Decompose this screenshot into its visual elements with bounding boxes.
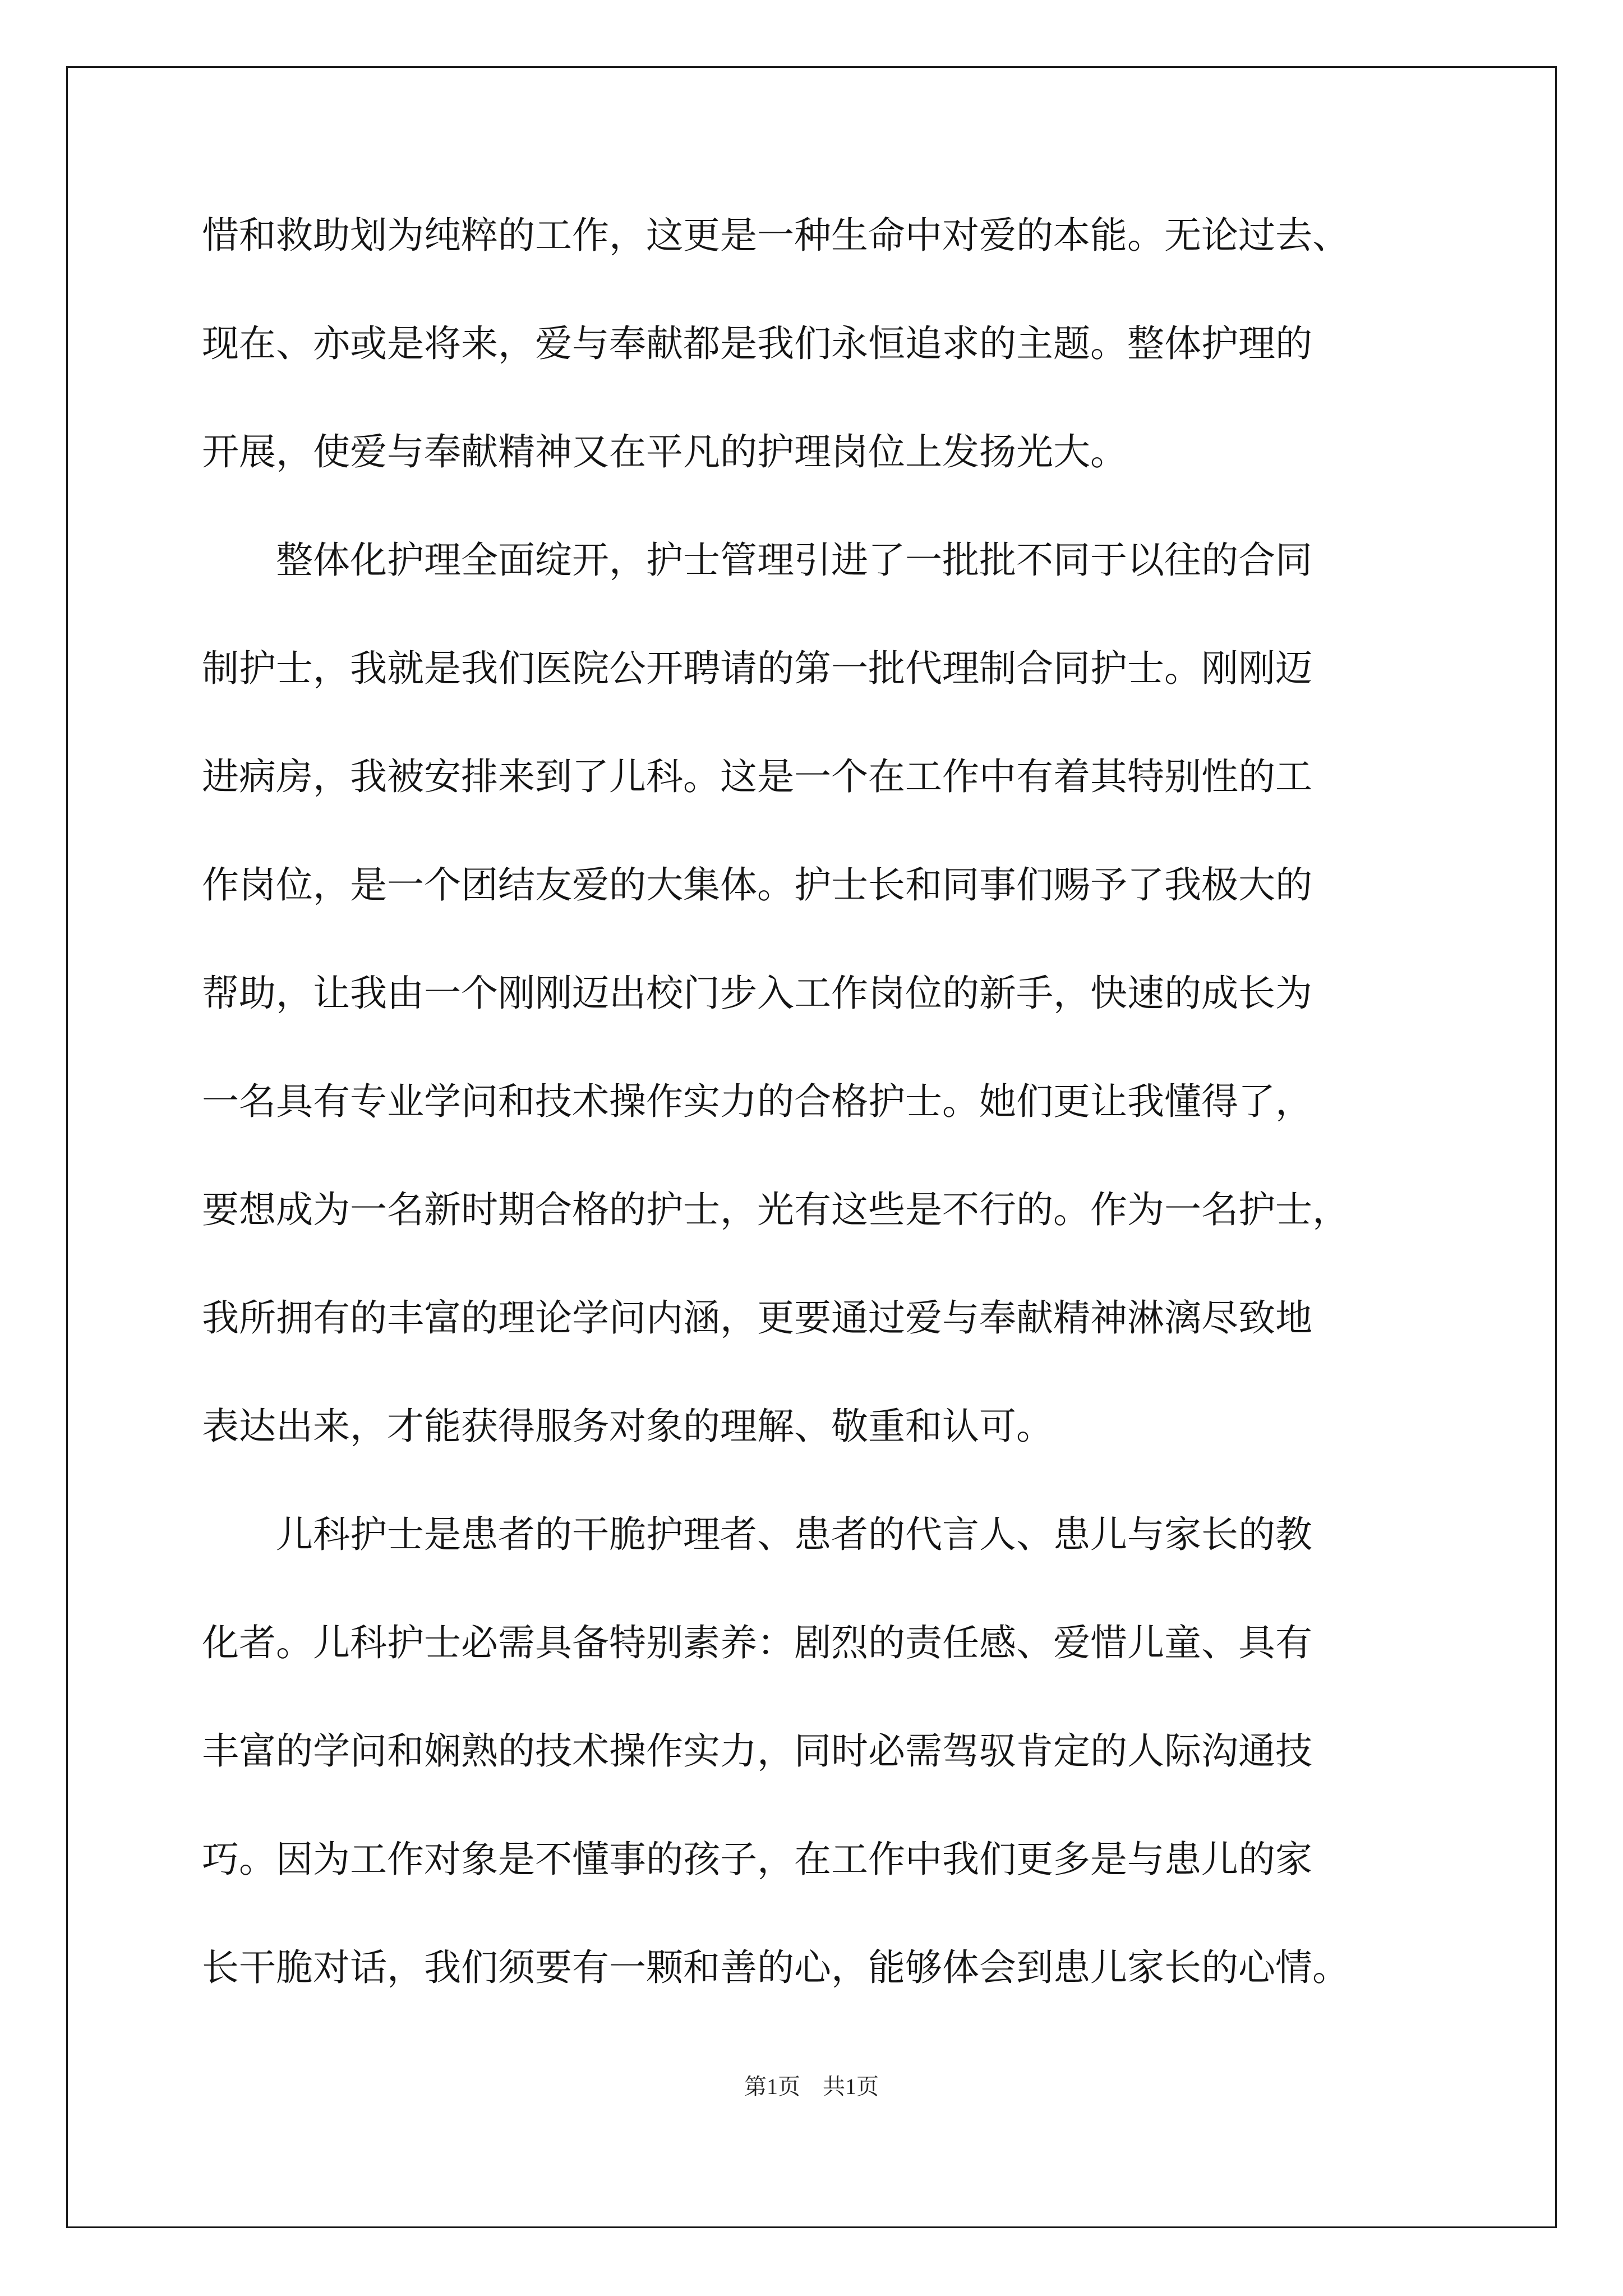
page-number-footer: 第1页 共1页: [744, 2074, 879, 2099]
text-line: 我所拥有的丰富的理论学问内涵，更要通过爱与奉献精神淋漓尽致地: [202, 1296, 1312, 1340]
text-line: 一名具有专业学问和技术操作实力的合格护士。她们更让我懂得了，: [202, 1080, 1312, 1123]
text-line: 开展，使爱与奉献精神又在平凡的护理岗位上发扬光大。: [202, 430, 1127, 473]
text-line: 表达出来，才能获得服务对象的理解、敬重和认可。: [202, 1405, 1053, 1448]
text-line: 丰富的学问和娴熟的技术操作实力，同时必需驾驭肯定的人际沟通技: [202, 1729, 1312, 1773]
text-line: 长干脆对话，我们须要有一颗和善的心，能够体会到患儿家长的心情。: [202, 1946, 1349, 1989]
paragraph-start-line: 儿科护士是患者的干脆护理者、患者的代言人、患儿与家长的教: [276, 1513, 1312, 1556]
page-border: [66, 66, 1557, 2228]
text-line: 惜和救助划为纯粹的工作，这更是一种生命中对爱的本能。无论过去、: [202, 214, 1349, 257]
text-line: 制护士，我就是我们医院公开聘请的第一批代理制合同护士。刚刚迈: [202, 647, 1312, 690]
text-line: 作岗位，是一个团结友爱的大集体。护士长和同事们赐予了我极大的: [202, 863, 1312, 907]
paragraph-start-line: 整体化护理全面绽开，护士管理引进了一批批不同于以往的合同: [276, 539, 1312, 582]
text-line: 进病房，我被安排来到了儿科。这是一个在工作中有着其特别性的工: [202, 755, 1312, 798]
text-line: 要想成为一名新时期合格的护士，光有这些是不行的。作为一名护士，: [202, 1188, 1349, 1231]
text-line: 巧。因为工作对象是不懂事的孩子，在工作中我们更多是与患儿的家: [202, 1838, 1312, 1881]
text-line: 帮助，让我由一个刚刚迈出校门步入工作岗位的新手，快速的成长为: [202, 972, 1312, 1015]
text-line: 化者。儿科护士必需具备特别素养：剧烈的责任感、爱惜儿童、具有: [202, 1621, 1312, 1664]
text-line: 现在、亦或是将来，爱与奉献都是我们永恒追求的主题。整体护理的: [202, 322, 1312, 365]
